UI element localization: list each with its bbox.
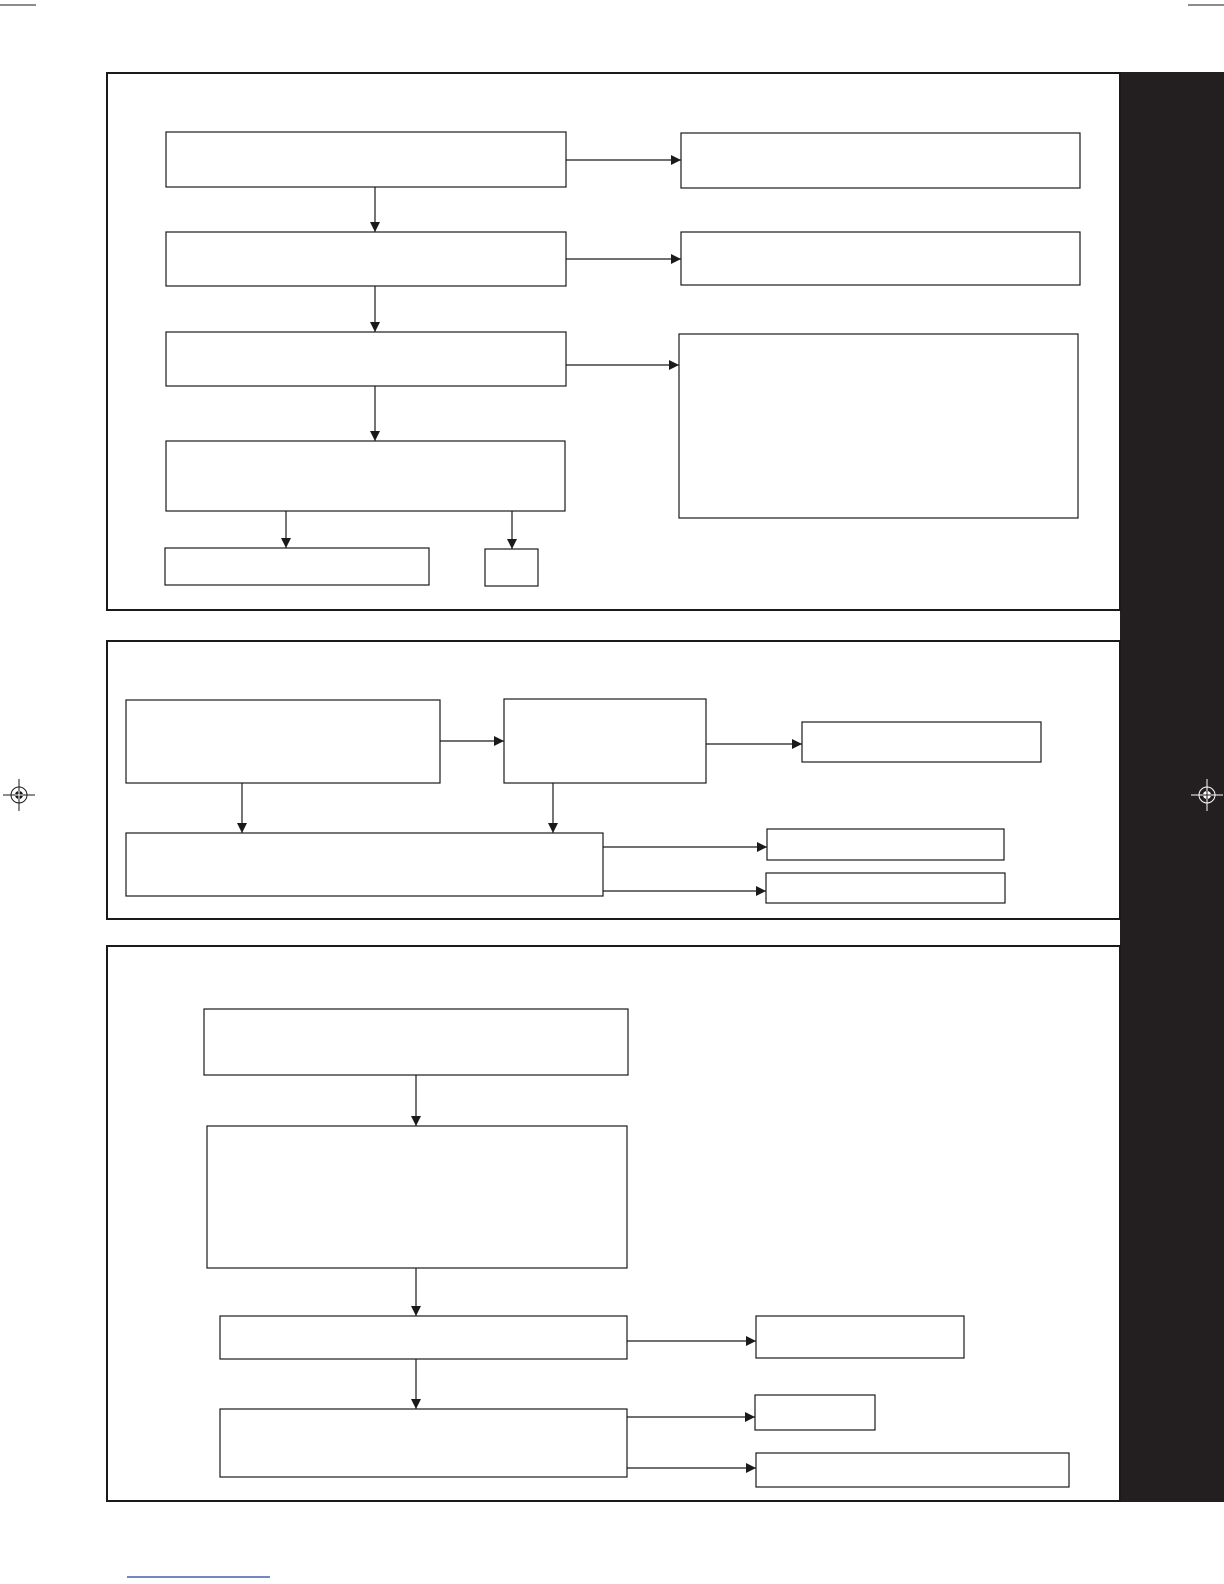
flow-box-7	[126, 833, 603, 896]
flow-box-6-result	[802, 722, 1041, 762]
flow-box-9	[207, 1126, 627, 1268]
flow-box-11-outcome-a	[755, 1395, 875, 1430]
flow-box-4	[166, 441, 565, 511]
flow-box-7-outcome-b	[766, 873, 1005, 903]
flow-box-7-outcome-a	[767, 829, 1004, 860]
flow-box-8	[204, 1009, 628, 1075]
flow-box-10	[220, 1316, 627, 1359]
flow-box-11	[220, 1409, 627, 1477]
flow-box-6	[504, 699, 706, 783]
flow-box-5	[126, 700, 440, 783]
panel-top-flowchart	[107, 73, 1120, 610]
flow-box-4-outcome-a	[165, 548, 429, 585]
flow-box-2	[166, 232, 566, 286]
flow-box-3-result	[679, 334, 1078, 518]
panel-middle-flowchart	[107, 641, 1120, 919]
flow-box-1-result	[681, 133, 1080, 188]
flow-box-1	[166, 132, 566, 187]
flow-box-4-outcome-b	[485, 549, 538, 586]
flow-box-10-result	[756, 1316, 964, 1358]
flow-box-2-result	[681, 232, 1080, 285]
panel-bottom-flowchart	[107, 946, 1120, 1501]
flow-box-3	[166, 332, 566, 386]
crosshair-circle-icon	[3, 779, 35, 811]
flow-box-11-outcome-b	[756, 1453, 1069, 1487]
